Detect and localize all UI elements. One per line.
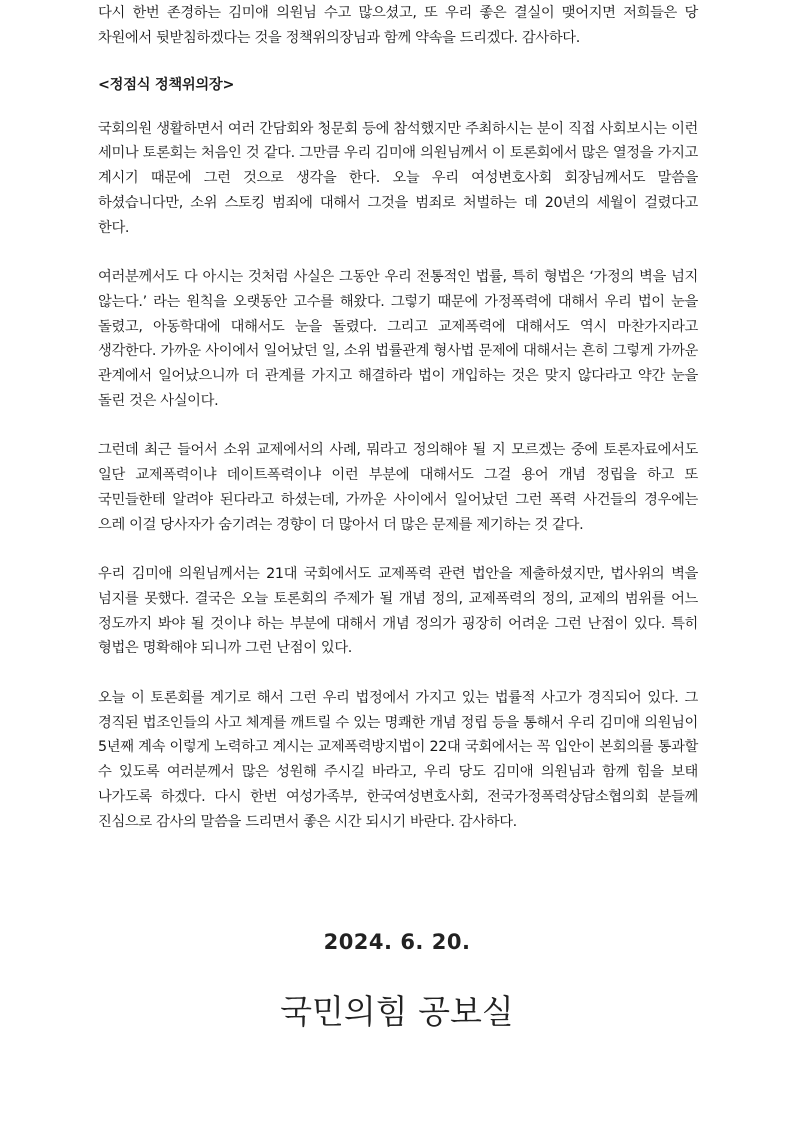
paragraph-1: 국회의원 생활하면서 여러 간담회와 청문회 등에 참석했지만 주최하시는 분이 직접 사회보시는 이런 세미나 토론회는 처음인 것 같다. 그만큼 우리 김미애 의원님께서 이 토론회에서 많은 열정을 가지고 계시기 때문에 그런 것으로 생각을 한다. 오늘 우리 여성변호사회 회장님께서도 말씀을 하셨습니다만, 소위 스토킹 범죄에 대해서 그것을 범죄로 처벌하는 데 20년의 세월이 걸렸다고 한다.	[98, 120, 698, 236]
speaker-heading: <정점식 정책위의장>	[98, 76, 235, 93]
paragraph-2: 여러분께서도 다 아시는 것처럼 사실은 그동안 우리 전통적인 법률, 특히 형법은 ‘가정의 벽을 넘지 않는다.’ 라는 원칙을 오랫동안 고수를 해왔다. 그렇기 때문에 가정폭력에 대해서 우리 법이 눈을 돌렸고, 아동학대에 대해서도 눈을 돌렸다. 그리고 교제폭력에 대해서도 역시 마찬가지라고 생각한다. 가까운 사이에서 일어났던 일, 소위 법률관계 형사법 문제에 대해서는 흔히 그렇게 가까운 관계에서 일어났으니까 더 관계를 가지고 해결하라 법이 개입하는 것은 맞지 않다라고 약간 눈을 돌린 것은 사실이다.	[98, 269, 698, 410]
organization-name: 국민의힘 공보실	[280, 992, 514, 1031]
release-date: 2024. 6. 20.	[323, 930, 471, 954]
intro-paragraph: 다시 한번 존경하는 김미애 의원님 수고 많으셨고, 또 우리 좋은 결실이 맺어지면 저희들은 당 차원에서 뒷받침하겠다는 것을 정책위의장님과 함께 약속을 드리겠다. 감사하다.	[98, 5, 698, 46]
document-body	[98, 0, 698, 835]
paragraph-4: 우리 김미애 의원님께서는 21대 국회에서도 교제폭력 관련 법안을 제출하셨지만, 법사위의 벽을 넘지를 못했다. 결국은 오늘 토론회의 주제가 될 개념 정의, 교제폭력의 정의, 교제의 범위를 어느 정도까지 봐야 될 것이냐 하는 부분에 대해서 개념 정의가 굉장히 어려운 그런 난점이 있다. 특히 형법은 명확해야 되니까 그런 난점이 있다.	[98, 566, 698, 657]
paragraph-3: 그런데 최근 들어서 소위 교제에서의 사례, 뭐라고 정의해야 될 지 모르겠는 중에 토론자료에서도 일단 교제폭력이냐 데이트폭력이냐 이런 부분에 대해서도 그걸 용어 개념 정립을 하고 또 국민들한테 알려야 된다라고 하셨는데, 가까운 사이에서 일어났던 그런 폭력 사건들의 경우에는 으레 이걸 당사자가 숨기려는 경향이 더 많아서 더 많은 문제를 제기하는 것 같다.	[98, 442, 698, 533]
paragraph-5: 오늘 이 토론회를 계기로 해서 그런 우리 법정에서 가지고 있는 법률적 사고가 경직되어 있다. 그 경직된 법조인들의 사고 체계를 깨트릴 수 있는 명쾌한 개념 정립 등을 통해서 우리 김미애 의원님이 5년째 계속 이렇게 노력하고 계시는 교제폭력방지법이 22대 국회에서는 꼭 입안이 본회의를 통과할 수 있도록 여러분께서 많은 성원해 주시길 바라고, 우리 당도 김미애 의원님과 함께 힘을 보태 나가도록 하겠다. 다시 한번 여성가족부, 한국여성변호사회, 전국가정폭력상담소협의회 분들께 진심으로 감사의 말씀을 드리면서 좋은 시간 되시기 바란다. 감사하다.	[98, 689, 698, 830]
